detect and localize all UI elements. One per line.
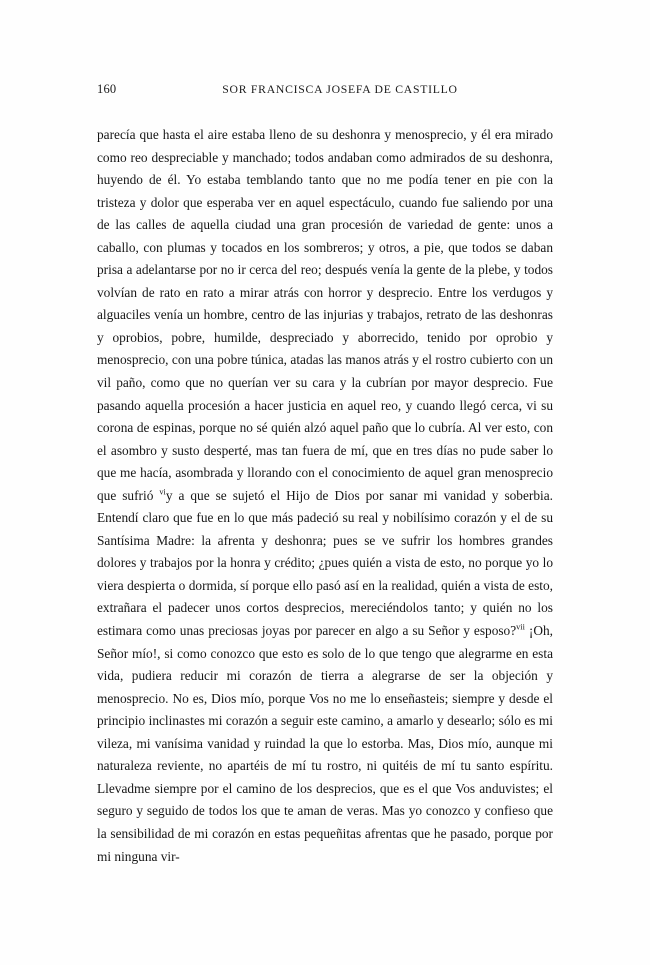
footnote-marker-vii: vii: [516, 622, 525, 632]
running-head: [97, 82, 553, 98]
body-text: [97, 124, 553, 868]
body-text-part-2: y a que se sujetó el Hijo de Dios por sanar mi vanidad y soberbia. Entendí claro que fue en lo que más padeció su real y nobilísimo corazón y el de su Santísima Madre: la afrenta y deshonra; pues se ve sufrir los hombres grandes dolores y trabajos por la honra y crédito; ¿pues quién a vista de esto, no porque yo lo viera despierta o dormida, sí porque ello pasó así en la realidad, quién a vista de esto, extrañara el padecer unos cortos desprecios, mereciéndolos tanto; y quién no los estimara como unas preciosas joyas por parecer en algo a su Señor y esposo?: [97, 487, 553, 639]
page-number: 160: [97, 82, 117, 96]
body-text-part-3: ¡Oh, Señor mío!, si como conozco que esto es solo de lo que tengo que alegrarme en esta vida, pudiera reducir mi corazón de tierra a alegrarse de ser la objeción y menosprecio. No es, Dios mío, porque Vos no me lo enseñasteis; siempre y desde el principio inclinastes mi corazón a seguir este camino, a amarlo y desearlo; sólo es mi vileza, mi vanísima vanidad y ruindad la que lo estorba. Mas, Dios mío, aunque mi naturaleza reviente, no apartéis de mí tu rostro, ni quitéis de mí tu santo espíritu. Llevadme siempre por el camino de los desprecios, que es el que Vos anduvistes; el seguro y seguido de todos los que te aman de veras. Mas yo conozco y confieso que la sensibilidad de mi corazón en estas pequeñitas afrentas que he pasado, porque por mi ninguna vir-: [97, 623, 553, 864]
footnote-marker-vi: vi: [159, 487, 166, 497]
body-text-part-1: parecía que hasta el aire estaba lleno de su deshonra y menosprecio, y él era mirado como reo despreciable y manchado; todos andaban como admirados de su deshonra, huyendo de él. Yo estaba temblando tanto que no me podía tener en pie con la tristeza y dolor que esperaba ver en aquel espectáculo, cuando fue saliendo por una de las calles de aquella ciudad una gran procesión de variedad de gente: unos a caballo, con plumas y tocados en los sombreros; y otros, a pie, que todos se daban prisa a adelantarse por no ir cerca del reo; después venía la gente de la plebe, y todos volvían de rato en rato a mirar atrás con horror y desprecio. Entre los verdugos y alguaciles venía un hombre, centro de las injurias y trabajos, retrato de las deshonras y oprobios, pobre, humilde, despreciado y aborrecido, tenido por oprobio y menosprecio, con una pobre túnica, atadas las manos atrás y el rostro cubierto con un vil paño, como que no querían ver su cara y la cubrían por mayor desprecio. Fue pasando aquella procesión a hacer justicia en aquel reo, y cuando llegó cerca, vi su corona de espinas, porque no sé quién alzó aquel paño que lo cubría. Al ver esto, con el asombro y susto desperté, mas tan fuera de mí, que en tres días no pude saber lo que me hacía, asombrada y llorando con el conocimiento de aquel gran menosprecio que sufrió: [97, 127, 553, 503]
running-head-title: SOR FRANCISCA JOSEFA DE CASTILLO: [222, 83, 458, 96]
body-paragraph: [97, 124, 553, 868]
